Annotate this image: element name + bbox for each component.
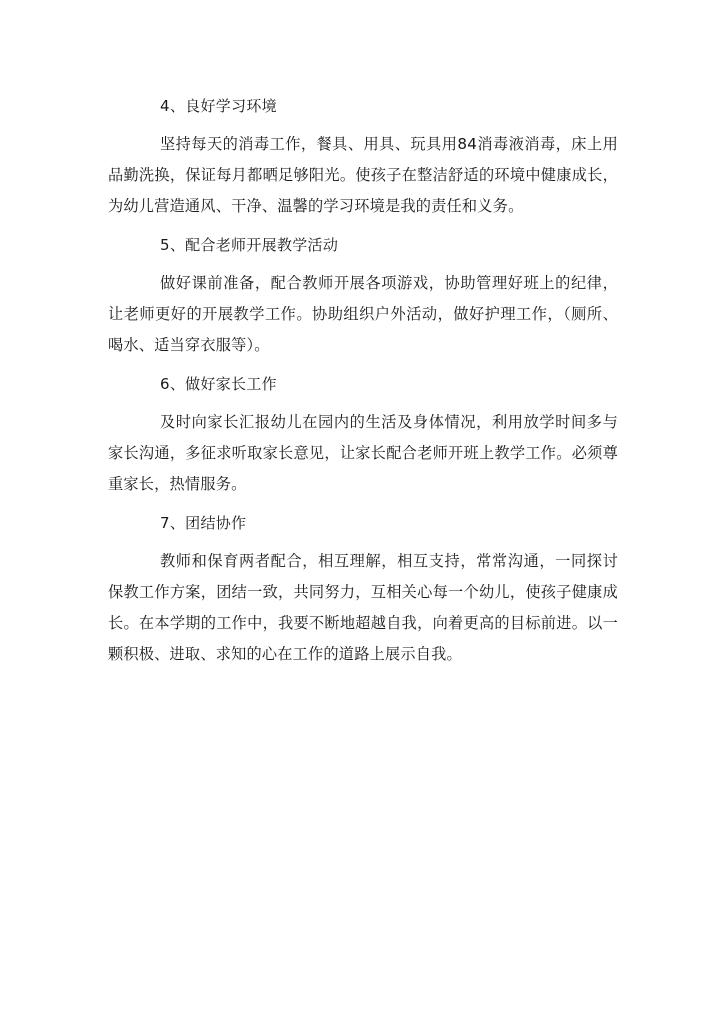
document-content [108,92,618,679]
section-body-7: 教师和保育两者配合，相互理解，相互支持，常常沟通，一同探讨保教工作方案，团结一致，共同努力，互相关心每一个幼儿，使孩子健康成长。在本学期的工作中，我要不断地超越自我，向着更高的目标前进。以一颗积极、进取、求知的心在工作的道路上展示自我。 [108,552,618,663]
section-heading-5: 5、配合老师开展教学活动 [160,236,339,254]
section-heading-7: 7、团结协作 [160,514,247,532]
section-heading-4: 4、良好学习环境 [160,97,277,115]
section-body-5: 做好课前准备，配合教师开展各项游戏，协助管理好班上的纪律，让老师更好的开展教学工作。协助组织户外活动，做好护理工作，（厕所、喝水、适当穿衣服等）。 [108,274,618,354]
section-body-4: 坚持每天的消毒工作，餐具、用具、玩具用84消毒液消毒，床上用品勤洗换，保证每月都晒足够阳光。使孩子在整洁舒适的环境中健康成长，为幼儿营造通风、干净、温馨的学习环境是我的责任和义务。 [108,135,618,215]
section-body-6: 及时向家长汇报幼儿在园内的生活及身体情况，利用放学时间多与家长沟通，多征求听取家长意见，让家长配合老师开班上教学工作。必须尊重家长，热情服务。 [108,413,618,493]
section-heading-6: 6、做好家长工作 [160,375,277,393]
